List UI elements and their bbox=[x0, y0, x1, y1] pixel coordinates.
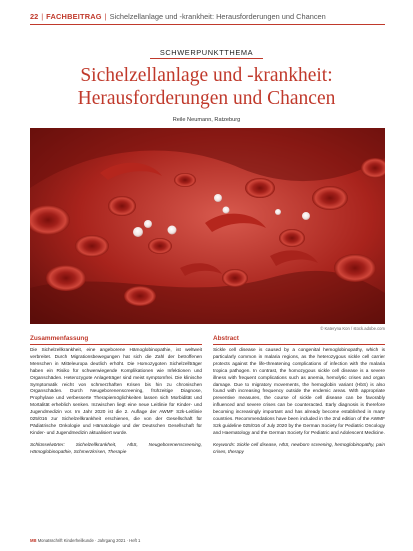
header-row bbox=[30, 12, 326, 22]
hero-image-red-blood-cells bbox=[30, 128, 385, 324]
article-author: Reile Neumann, Ratzeburg bbox=[172, 117, 241, 123]
kicker-rule bbox=[150, 58, 263, 59]
header-separator: | bbox=[104, 12, 107, 21]
abstract-keywords: Keywords: Sickle cell disease, HbS, newborn screening, hemoglobinopathy, pain crises, therapy bbox=[213, 442, 385, 455]
running-header bbox=[0, 0, 413, 30]
abstract-heading: Abstract bbox=[213, 335, 239, 342]
running-title: Sichelzellanlage und -krankheit: Herausforderungen und Chancen bbox=[109, 12, 326, 21]
abstract-rule bbox=[213, 344, 385, 345]
summary-keywords: Schlüsselwörter: Sichelzellkrankheit, HbS, Neugeborenenscreening, Hämoglobinopathie, Schmerzkrisen, Therapie bbox=[30, 442, 202, 455]
summary-heading: Zusammenfassung bbox=[30, 335, 89, 342]
summary-rule bbox=[30, 344, 202, 345]
abstract-body: Sickle cell disease is caused by a congenital hemoglobinopathy, which is particularly common in malaria regions, as the heterozygous sickle cell carrier protects against the life-threatening complications of infection with the malaria tropica pathogen. In contrast, the homozygous sickle cell disease is a severe illness with frequent complications such as anemia, hemolytic crises and organ damage. Due to migratory movements, the hemoglobin variant (HbS) is also found with increasing frequency outside the endemic areas. With appropriate preventive measures, the course of sickle cell disease can be favorably influenced and severe crises can be counteracted. Early diagnosis is therefore becoming increasingly important and has already become established in many countries. Recommendations have been included in the 2nd edition of the AWMF S2k guideline 025/016 of July 2020 by the German Society for Pediatric Oncology and Haematology and the German Society for Pediatric and Adolescent Medicine. bbox=[213, 348, 385, 436]
abstract-english bbox=[213, 334, 385, 457]
summary-german bbox=[30, 334, 202, 457]
page-footer bbox=[30, 538, 140, 543]
article-kicker: SCHWERPUNKTTHEMA bbox=[159, 48, 254, 57]
blood-cells-illustration bbox=[30, 128, 385, 324]
header-rule bbox=[30, 24, 385, 25]
image-credit: © Kateryna Kon / stock.adobe.com bbox=[320, 326, 385, 331]
title-line-1: Sichelzellanlage und -krankheit: bbox=[80, 65, 333, 86]
page-number: 22 bbox=[30, 12, 39, 21]
footer-folio: MB bbox=[30, 538, 37, 543]
summary-body: Die Sichelzellkrankheit, eine angeborene Hämoglobinopathie, ist weltweit verbreitet. Durch Migrationsbewegungen hat sich die Zahl der betroffenen Menschen in Mitteleuropa deutlich erhöht. Die Homozygoten Sichelzellträger haben ein Risiko für schwerwiegende Komplikationen wie Infektionen und Organschäden. Heterozygote Anlageträger sind meist symptomfrei. Die klinische Symptomatik reicht von schmerzhaften Krisen bis hin zu chronischen Organschäden. Durch Neugeborenenscreening, frühzeitige Diagnose, Prophylaxe und verbesserte Therapiemöglichkeiten lassen sich Morbidität und Mortalität erheblich senken. Inzwischen liegt eine neue Leitlinie für Kinder- und Jugendmedizin vor. Im Jahr 2020 ist die 2. Auflage der AWMF S2k-Leitlinie 025/016 zur Sichelzellkrankheit erschienen, die von der Gesellschaft für Pädiatrische Onkologie und Hämatologie und der Deutschen Gesellschaft für Kinder- und Jugendmedizin aktualisiert wurde. bbox=[30, 348, 202, 436]
section-label: FACHBEITRAG bbox=[46, 12, 102, 21]
article-title bbox=[0, 64, 413, 110]
footer-journal: Monatsschrift Kinderheilkunde · Jahrgang 2021 · Heft 1 bbox=[37, 538, 141, 543]
title-line-2: Herausforderungen und Chancen bbox=[77, 88, 336, 109]
header-separator: | bbox=[41, 12, 44, 21]
